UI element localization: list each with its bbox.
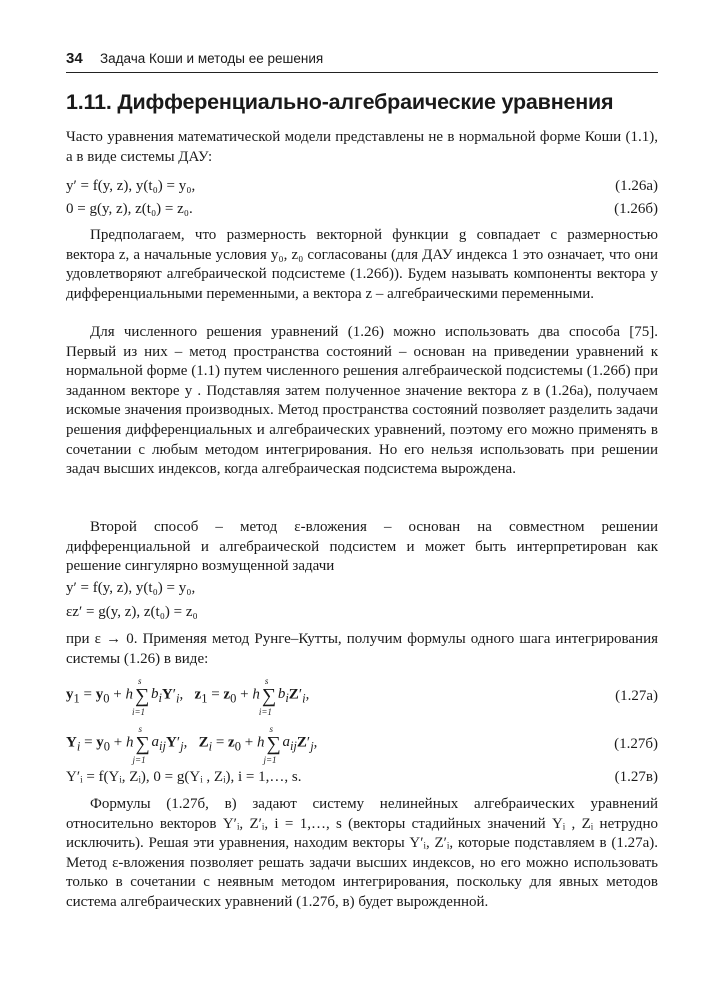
equation-formula: $y_1 = y_0 + h$ s ∑ i=1 $b_iY'_i$, $z_1 = z_0 + h$ s ∑ i=1 $b_iZ'_i$, <box>66 676 310 717</box>
equation-1-27b <box>66 724 658 764</box>
equation-number: (1.27а) <box>615 688 658 704</box>
equation-formula: εz′ = g(y, z), z(t₀) = z₀ <box>66 604 198 620</box>
equation-1-26a <box>66 176 658 196</box>
paragraph-conclusion: Формулы (1.27б, в) задают систему нелинейных алгебраических уравнений относительно векторов Y′ᵢ, Z′ᵢ, i = 1,…, s (векторы стадийных значений Yᵢ , Zᵢ нетрудно исключить). Решая эти уравнения, находим векторы Y′ᵢ, Z′ᵢ, которые подставляем в (1.27а). Метод ε-вложения позволяет решать задачи высших индексов, но его можно использовать только в сочетании с неявным методом интегрирования, поскольку для явных методов система алгебраических уравнений (1.27б, в) будет вырожденной. <box>66 796 658 910</box>
paragraph-intro: Часто уравнения математической модели представлены не в нормальной форме Коши (1.1), а в виде системы ДАУ: <box>66 129 658 165</box>
section-title: 1.11. Дифференциально-алгебраические уравнения <box>66 90 614 114</box>
equation-formula: 0 = g(y, z), z(t₀) = z₀. <box>66 201 193 217</box>
paragraph-runge-kutta: при ε → 0. Применяя метод Рунге–Кутты, получим формулы одного шага интегрирования системы (1.26) в виде: <box>66 631 658 667</box>
equation-formula: $Y_i = y_0 + h$ s ∑ j=1 $a_{ij}Y'_j$, $Z_i = z_0 + h$ s ∑ j=1 $a_{ij}Z'_j$, <box>66 724 318 765</box>
sum-symbol: s ∑ i=1 <box>258 676 277 717</box>
page-number: 34 <box>66 50 83 67</box>
equation-1-27v <box>66 767 658 787</box>
equation-1-27a <box>66 676 658 716</box>
equation-formula: Y′ᵢ = f(Yᵢ, Zᵢ), 0 = g(Yᵢ , Zᵢ), i = 1,…, s. <box>66 769 302 785</box>
paragraph-assumption: Предполагаем, что размерность векторной функции g совпадает с размерностью вектора z, а начальные условия y₀, z₀ согласованы (для ДАУ индекса 1 это означает, что они удовлетворяют алгебраической подсистеме (1.26б)). Будем называть компоненты вектора y дифференциальными переменными, а вектора z – алгебраическими переменными. <box>66 227 658 302</box>
equation-formula: y′ = f(y, z), y(t₀) = y₀, <box>66 580 196 596</box>
header-rule <box>66 72 658 73</box>
running-title: Задача Коши и методы ее решения <box>100 51 324 66</box>
equation-number: (1.27в) <box>614 769 658 785</box>
equation-singular-2 <box>66 602 658 622</box>
sum-symbol: s ∑ i=1 <box>131 676 150 717</box>
page <box>66 0 658 1000</box>
paragraph-state-space: Для численного решения уравнений (1.26) можно использовать два способа [75]. Первый из них – метод пространства состояний – основан на приведении уравнений к нормальной форме (1.1) путем численного решения алгебраической подсистемы (1.26б) при заданном векторе y . Подставляя затем полученное значение вектора z в (1.26а), получаем искомые значения производных. Метод пространства состояний позволяет разделить задачи решения дифференциальных и алгебраических уравнений, поэтому его можно применять в сочетании с любым методом интегрирования. Но его нельзя использовать при решении задач высших индексов, когда алгебраическая подсистема вырождена. <box>66 324 658 478</box>
equation-number: (1.26а) <box>615 178 658 194</box>
equation-number: (1.26б) <box>614 201 658 217</box>
paragraph-epsilon: Второй способ – метод ε-вложения – основан на совместном решении дифференциальной и алгебраической подсистем и может быть интерпретирован как решение сингулярно возмущенной задачи <box>66 519 658 575</box>
equation-singular-1 <box>66 578 658 598</box>
equation-formula: y′ = f(y, z), y(t₀) = y₀, <box>66 178 196 194</box>
sum-symbol: s ∑ j=1 <box>132 724 150 765</box>
sum-symbol: s ∑ j=1 <box>263 724 281 765</box>
equation-number: (1.27б) <box>614 736 658 752</box>
running-header <box>66 48 658 72</box>
equation-1-26b <box>66 199 658 219</box>
